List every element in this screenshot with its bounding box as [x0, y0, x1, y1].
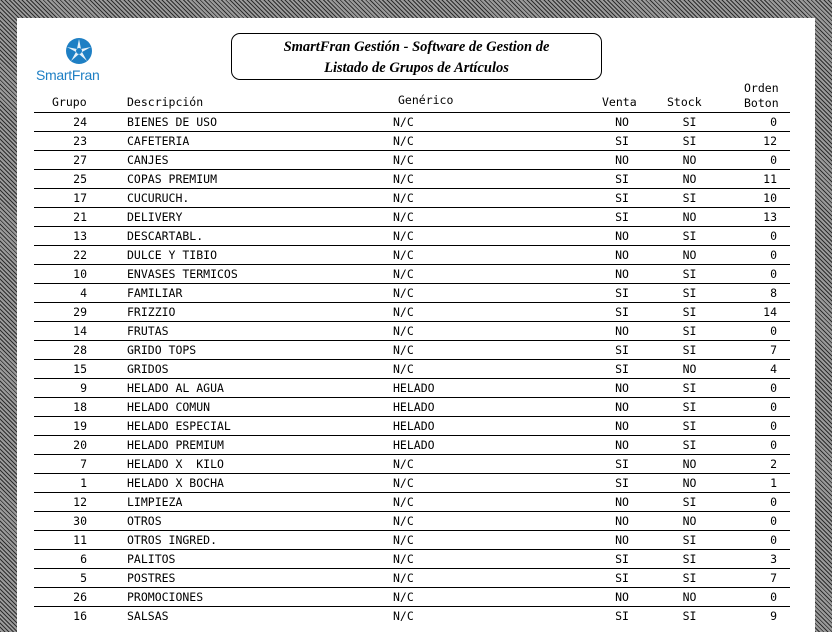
cell-grupo: 17 [73, 191, 87, 205]
table-row [34, 587, 790, 606]
cell-grupo: 13 [73, 229, 87, 243]
table-row [34, 150, 790, 169]
cell-generico: N/C [393, 115, 414, 129]
cell-generico: N/C [393, 286, 414, 300]
smartfran-logo [36, 37, 128, 85]
cell-descripcion: HELADO X KILO [127, 457, 224, 471]
table-row [34, 492, 790, 511]
table-row [34, 207, 790, 226]
cell-grupo: 18 [73, 400, 87, 414]
cell-stock: NO [682, 153, 697, 167]
cell-orden: 0 [770, 438, 777, 452]
cell-orden: 0 [770, 419, 777, 433]
cell-descripcion: FRUTAS [127, 324, 169, 338]
cell-grupo: 22 [73, 248, 87, 262]
cell-orden: 11 [763, 172, 777, 186]
cell-descripcion: HELADO AL AGUA [127, 381, 224, 395]
cell-orden: 0 [770, 590, 777, 604]
cell-orden: 0 [770, 381, 777, 395]
column-header-orden-line2: Boton [744, 96, 779, 110]
cell-descripcion: FAMILIAR [127, 286, 183, 300]
cell-grupo: 5 [80, 571, 87, 585]
cell-descripcion: POSTRES [127, 571, 176, 585]
table-row [34, 606, 790, 625]
cell-descripcion: DELIVERY [127, 210, 183, 224]
cell-grupo: 19 [73, 419, 87, 433]
table-row [34, 226, 790, 245]
cell-venta: SI [615, 457, 629, 471]
cell-orden: 0 [770, 153, 777, 167]
cell-stock: SI [682, 609, 697, 623]
groups-table [34, 112, 790, 625]
cell-descripcion: HELADO PREMIUM [127, 438, 224, 452]
cell-stock: SI [682, 267, 697, 281]
cell-venta: SI [615, 172, 629, 186]
cell-grupo: 9 [80, 381, 87, 395]
cell-generico: N/C [393, 305, 414, 319]
column-header-grupo: Grupo [52, 95, 87, 109]
cell-grupo: 23 [73, 134, 87, 148]
cell-venta: SI [615, 305, 629, 319]
cell-stock: SI [682, 115, 697, 129]
cell-descripcion: GRIDO TOPS [127, 343, 197, 357]
cell-generico: N/C [393, 514, 414, 528]
cell-grupo: 28 [73, 343, 87, 357]
table-row [34, 245, 790, 264]
cell-generico: N/C [393, 457, 414, 471]
cell-orden: 4 [770, 362, 777, 376]
cell-venta: NO [615, 438, 629, 452]
table-row [34, 416, 790, 435]
cell-generico: N/C [393, 476, 414, 490]
cell-venta: NO [615, 229, 629, 243]
table-row [34, 473, 790, 492]
cell-venta: NO [615, 381, 629, 395]
cell-venta: NO [615, 115, 629, 129]
cell-descripcion: CAFETERIA [127, 134, 190, 148]
cell-orden: 10 [763, 191, 777, 205]
cell-grupo: 14 [73, 324, 87, 338]
cell-grupo: 20 [73, 438, 87, 452]
cell-descripcion: HELADO X BOCHA [127, 476, 224, 490]
cell-generico: N/C [393, 590, 414, 604]
cell-stock: SI [682, 552, 697, 566]
cell-grupo: 21 [73, 210, 87, 224]
cell-generico: N/C [393, 267, 414, 281]
cell-grupo: 7 [80, 457, 87, 471]
cell-orden: 1 [770, 476, 777, 490]
column-header-generico: Genérico [398, 93, 454, 107]
cell-descripcion: CANJES [127, 153, 169, 167]
table-row [34, 568, 790, 587]
report-subtitle: Listado de Grupos de Artículos [324, 60, 509, 76]
cell-stock: SI [682, 286, 697, 300]
cell-grupo: 4 [80, 286, 87, 300]
column-header-venta: Venta [602, 95, 637, 109]
cell-descripcion: SALSAS [127, 609, 169, 623]
cell-descripcion: PROMOCIONES [127, 590, 204, 604]
cell-grupo: 16 [73, 609, 87, 623]
cell-orden: 13 [763, 210, 777, 224]
cell-venta: SI [615, 571, 629, 585]
cell-grupo: 12 [73, 495, 87, 509]
cell-stock: NO [682, 476, 697, 490]
cell-generico: N/C [393, 495, 414, 509]
cell-venta: SI [615, 134, 629, 148]
cell-venta: NO [615, 419, 629, 433]
cell-generico: N/C [393, 362, 414, 376]
column-header-orden-line1: Orden [744, 81, 779, 95]
cell-orden: 0 [770, 248, 777, 262]
cell-grupo: 30 [73, 514, 87, 528]
cell-orden: 0 [770, 267, 777, 281]
cell-grupo: 15 [73, 362, 87, 376]
cell-stock: SI [682, 134, 697, 148]
cell-stock: SI [682, 571, 697, 585]
cell-generico: N/C [393, 172, 414, 186]
table-row [34, 302, 790, 321]
cell-generico: HELADO [393, 400, 435, 414]
cell-orden: 7 [770, 343, 777, 357]
cell-generico: N/C [393, 134, 414, 148]
table-row [34, 397, 790, 416]
cell-grupo: 11 [73, 533, 87, 547]
cell-orden: 0 [770, 115, 777, 129]
cell-descripcion: CUCURUCH. [127, 191, 190, 205]
table-row [34, 454, 790, 473]
cell-orden: 12 [763, 134, 777, 148]
cell-orden: 3 [770, 552, 777, 566]
cell-descripcion: DESCARTABL. [127, 229, 204, 243]
cell-stock: SI [682, 438, 697, 452]
cell-venta: NO [615, 590, 629, 604]
cell-stock: NO [682, 514, 697, 528]
logo-brand-text: SmartFran [36, 67, 100, 83]
cell-orden: 14 [763, 305, 777, 319]
cell-descripcion: HELADO ESPECIAL [127, 419, 231, 433]
cell-generico: N/C [393, 343, 414, 357]
cell-stock: SI [682, 533, 697, 547]
cell-stock: NO [682, 590, 697, 604]
cell-generico: N/C [393, 229, 414, 243]
cell-venta: SI [615, 343, 629, 357]
cell-venta: NO [615, 153, 629, 167]
cell-grupo: 24 [73, 115, 87, 129]
cell-stock: NO [682, 457, 697, 471]
cell-generico: N/C [393, 552, 414, 566]
table-row [34, 549, 790, 568]
cell-venta: NO [615, 495, 629, 509]
cell-grupo: 27 [73, 153, 87, 167]
cell-venta: NO [615, 324, 629, 338]
cell-generico: HELADO [393, 381, 435, 395]
report-page [17, 18, 815, 632]
cell-generico: HELADO [393, 438, 435, 452]
table-row [34, 511, 790, 530]
cell-stock: SI [682, 343, 697, 357]
cell-venta: SI [615, 362, 629, 376]
table-row [34, 378, 790, 397]
cell-venta: NO [615, 533, 629, 547]
cell-orden: 7 [770, 571, 777, 585]
cell-venta: NO [615, 248, 629, 262]
column-header-stock: Stock [667, 95, 702, 109]
table-row [34, 359, 790, 378]
cell-stock: NO [682, 172, 697, 186]
cell-orden: 0 [770, 514, 777, 528]
cell-grupo: 10 [73, 267, 87, 281]
cell-stock: SI [682, 495, 697, 509]
smartfran-logo-icon [63, 37, 95, 65]
cell-descripcion: ENVASES TERMICOS [127, 267, 238, 281]
cell-orden: 8 [770, 286, 777, 300]
cell-venta: SI [615, 609, 629, 623]
cell-orden: 0 [770, 324, 777, 338]
cell-grupo: 29 [73, 305, 87, 319]
cell-generico: N/C [393, 324, 414, 338]
cell-descripcion: OTROS INGRED. [127, 533, 218, 547]
cell-orden: 0 [770, 533, 777, 547]
cell-stock: SI [682, 324, 697, 338]
cell-generico: N/C [393, 191, 414, 205]
table-row [34, 264, 790, 283]
cell-venta: NO [615, 514, 629, 528]
cell-grupo: 26 [73, 590, 87, 604]
cell-venta: SI [615, 476, 629, 490]
table-row [34, 435, 790, 454]
cell-descripcion: BIENES DE USO [127, 115, 218, 129]
cell-orden: 9 [770, 609, 777, 623]
cell-grupo: 1 [80, 476, 87, 490]
cell-descripcion: OTROS [127, 514, 162, 528]
cell-descripcion: COPAS PREMIUM [127, 172, 218, 186]
cell-descripcion: GRIDOS [127, 362, 169, 376]
cell-generico: N/C [393, 571, 414, 585]
cell-venta: SI [615, 552, 629, 566]
cell-descripcion: PALITOS [127, 552, 176, 566]
cell-orden: 0 [770, 400, 777, 414]
cell-stock: SI [682, 419, 697, 433]
cell-venta: SI [615, 286, 629, 300]
cell-orden: 0 [770, 495, 777, 509]
cell-generico: N/C [393, 153, 414, 167]
table-row [34, 530, 790, 549]
cell-venta: NO [615, 267, 629, 281]
cell-stock: SI [682, 400, 697, 414]
cell-stock: NO [682, 248, 697, 262]
cell-descripcion: DULCE Y TIBIO [127, 248, 218, 262]
cell-stock: SI [682, 229, 697, 243]
cell-stock: SI [682, 381, 697, 395]
table-row [34, 283, 790, 302]
cell-generico: N/C [393, 609, 414, 623]
cell-venta: SI [615, 210, 629, 224]
cell-descripcion: FRIZZIO [127, 305, 176, 319]
column-header-descripcion: Descripción [127, 95, 204, 109]
report-title-box [231, 33, 602, 80]
cell-generico: N/C [393, 533, 414, 547]
table-row [34, 340, 790, 359]
table-row [34, 112, 790, 131]
cell-descripcion: HELADO COMUN [127, 400, 211, 414]
table-row [34, 131, 790, 150]
cell-generico: N/C [393, 248, 414, 262]
cell-stock: NO [682, 362, 697, 376]
cell-venta: SI [615, 191, 629, 205]
cell-generico: N/C [393, 210, 414, 224]
cell-grupo: 6 [80, 552, 87, 566]
cell-generico: HELADO [393, 419, 435, 433]
table-row [34, 169, 790, 188]
cell-descripcion: LIMPIEZA [127, 495, 183, 509]
cell-orden: 2 [770, 457, 777, 471]
cell-stock: NO [682, 210, 697, 224]
report-title: SmartFran Gestión - Software de Gestion de [283, 39, 550, 55]
cell-stock: SI [682, 191, 697, 205]
cell-stock: SI [682, 305, 697, 319]
cell-orden: 0 [770, 229, 777, 243]
cell-grupo: 25 [73, 172, 87, 186]
table-row [34, 188, 790, 207]
table-row [34, 321, 790, 340]
cell-venta: NO [615, 400, 629, 414]
